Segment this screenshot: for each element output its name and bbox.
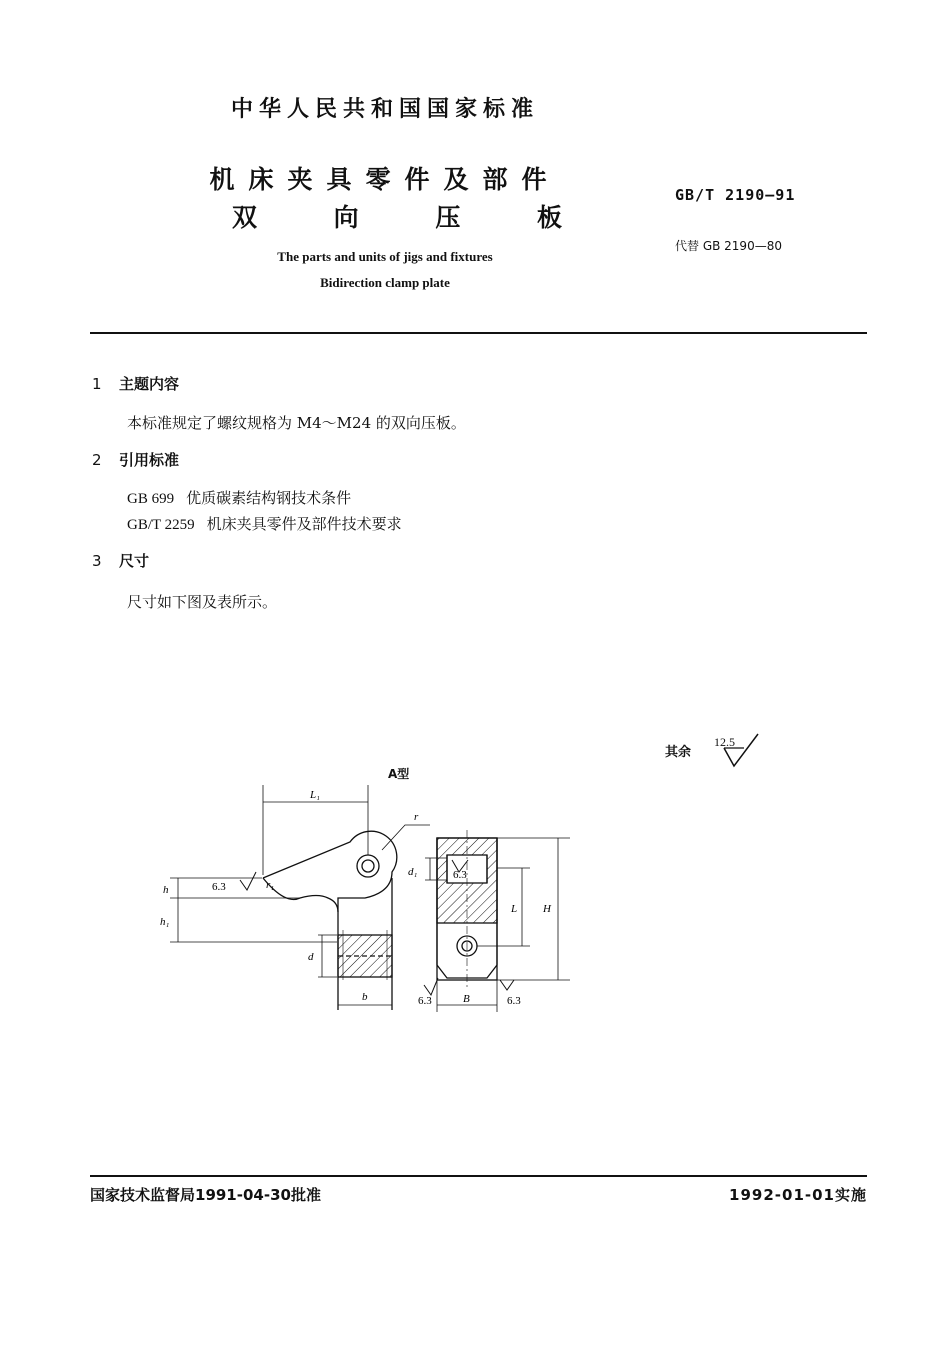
approval-text: 国家技术监督局1991-04-30批准 [90,1186,321,1204]
section-number: 2 [92,451,102,469]
reference-item [127,513,402,534]
header-divider [90,332,867,334]
remaining-roughness-label: 其余 [665,745,692,760]
document-subtitle-en: Bidirection clamp plate [320,275,450,290]
roughness-6-3: 6.3 [453,869,467,881]
section-title: 尺寸 [119,552,150,570]
dim-b: b [362,991,368,1003]
subtitle-char: 压 [435,203,461,232]
reference-code: GB 699 [127,491,175,507]
document-title-en: The parts and units of jigs and fixtures [277,249,493,264]
section-number: 3 [92,552,102,570]
section-title: 引用标准 [119,451,180,469]
roughness-6-3: 6.3 [418,995,432,1007]
dim-h: h [163,884,169,896]
reference-code: GB/T 2259 [127,517,195,533]
section-3-body: 尺寸如下图及表所示。 [127,593,278,611]
dim-d: d [308,951,314,963]
document-subtitle-cn [232,198,562,234]
national-standard-heading: 中华人民共和国国家标准 [230,97,539,122]
dim-B: B [463,993,470,1005]
reference-name: 机床夹具零件及部件技术要求 [206,515,402,533]
dim-H: H [543,903,551,915]
replaces-standard: 代替 GB 2190—80 [675,239,782,253]
section-1-body: 本标准规定了螺纹规格为 M4～M24 的双向压板。 [127,414,466,432]
subtitle-char: 双 [232,203,258,232]
document-title-cn: 机床夹具零件及部件 [209,165,561,194]
remaining-roughness-value: 12.5 [714,735,735,749]
dim-d1: d₁ [408,866,418,878]
dim-L1: L₁ [310,789,320,801]
section-2-heading [92,449,179,470]
section-number: 1 [92,375,102,393]
dim-h1: h₁ [160,916,170,928]
standard-number: GB/T 2190—91 [675,186,796,204]
implementation-text: 1992-01-01实施 [729,1186,867,1204]
roughness-6-3: 6.3 [212,881,226,893]
roughness-symbol [722,730,762,770]
subtitle-char: 板 [536,203,562,232]
reference-name: 优质碳素结构钢技术条件 [186,489,352,507]
type-a-label: A型 [388,767,410,781]
section-1-heading [92,373,179,394]
reference-item [127,487,351,508]
section-title: 主题内容 [119,375,180,393]
section-3-heading [92,550,149,571]
clamp-plate-drawing [150,780,590,1025]
roughness-6-3: 6.3 [507,995,521,1007]
subtitle-char: 向 [333,203,359,232]
dim-r1: r₁ [266,879,275,891]
dim-r: r [414,811,419,823]
footer-divider [90,1175,867,1177]
dim-L: L [511,903,518,915]
